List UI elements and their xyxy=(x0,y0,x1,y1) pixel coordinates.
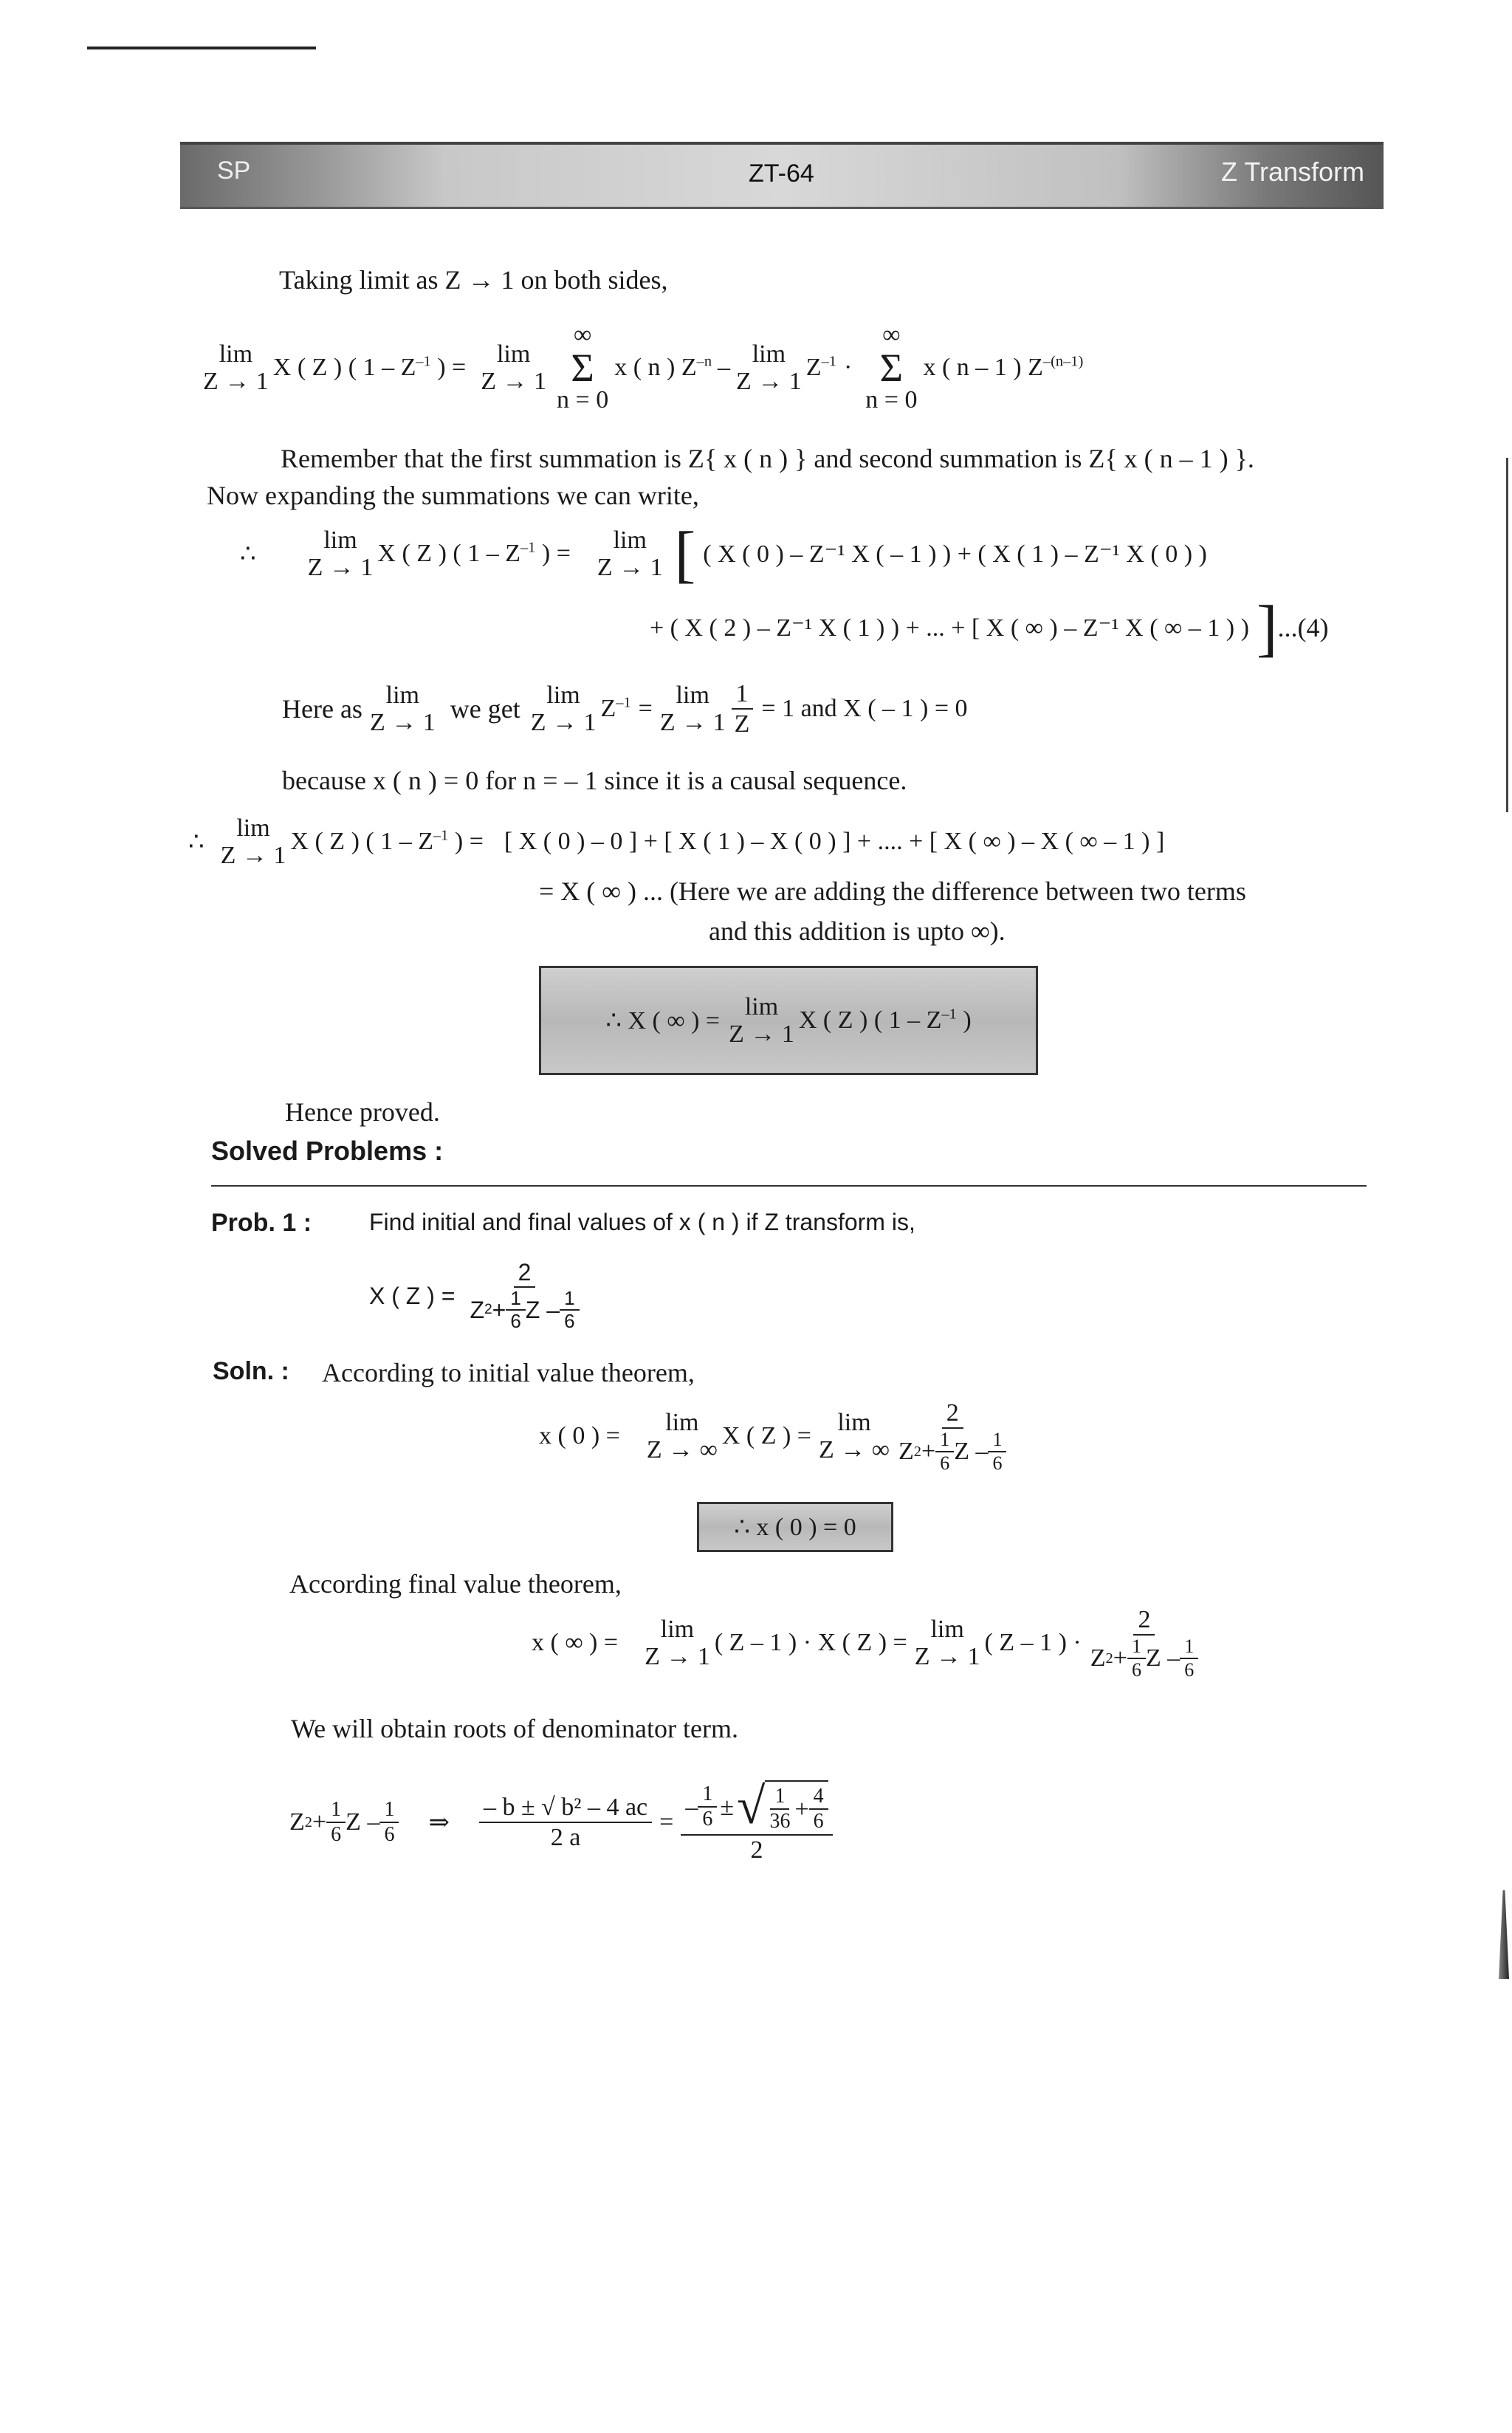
here-lim-3: lim Z → 1 xyxy=(659,681,726,736)
roots-text: We will obtain roots of denominator term. xyxy=(291,1714,738,1743)
eq3-lhs: X ( Z ) ( $1 - Z^{-1}$ ) = xyxy=(290,827,484,855)
implies-arrow: ⇒ xyxy=(428,1809,450,1836)
equation-3: ∴ lim Z → 1 X ( Z ) ( $1 - Z^{-1}$ ) = [ X ( 0 ) – 0 ] + [ X ( 1 ) – X ( 0 ) ] + .... + [ X ( ∞ ) – X ( ∞ – 1 ) ] xyxy=(188,814,1165,869)
running-title: Z Transform xyxy=(1221,157,1365,187)
top-margin-rule xyxy=(87,47,316,49)
page-label: ZT-64 xyxy=(749,159,814,188)
soln-initial-text: According to initial value theorem, xyxy=(322,1358,695,1387)
equation-number-4: ...(4) xyxy=(1277,613,1329,642)
boxed1-rhs: X ( Z ) ( $1 - Z^{-1}$ ) xyxy=(798,1006,972,1034)
iv-lim-2: lim Z → ∞ xyxy=(819,1408,890,1463)
section-divider xyxy=(211,1185,1367,1187)
initial-value-equation: x ( 0 ) = lim Z → ∞ X ( Z ) = lim Z → ∞ 2 Z 2 + $\frac{1}{6}$ Z – $\frac{1}{6}$ xyxy=(539,1388,1011,1484)
final-value-equation: x ( ∞ ) = lim Z → 1 ( Z – 1 ) · X ( Z ) = lim Z → 1 ( Z – 1 ) · 2 Z 2 + $\frac{1}{6}$ Z – $\frac{1}{6}$ xyxy=(532,1595,1203,1691)
quadratic-formula: $\frac{\text{– b ± √ b² – 4 ac}}{2 a}$ xyxy=(479,1793,652,1852)
eq1-term1: x ( n ) $Z^{-n}$ xyxy=(614,353,712,381)
prob-1-label: Prob. 1 : xyxy=(211,1209,312,1237)
scan-edge-mark xyxy=(1506,458,1508,812)
equation-1 xyxy=(203,309,1083,427)
here-z-inv: $Z^{-1}$ xyxy=(600,694,631,722)
eq2-close-bracket: ] xyxy=(1256,592,1278,663)
eq1-minus: – xyxy=(718,354,731,381)
eq2-open-bracket: [ xyxy=(674,518,696,589)
prob-1-fraction: 2 Z 2 + $\frac{1}{6}$ Z – $\frac{1}{6}$ xyxy=(465,1259,583,1334)
boxed1-lim: lim Z → 1 xyxy=(729,992,794,1048)
fv-lim-1: lim Z → 1 xyxy=(645,1615,710,1670)
eq3-result-line-1: = X ( ∞ ) ... (Here we are adding the difference between two terms xyxy=(539,876,1246,906)
roots-equation: Z 2 + $\frac{1}{6}$ Z – $\frac{1}{6}$ ⇒ $\frac{\text{– b ± √ b² – 4 ac}}{2 a}$ = – $\frac{1}{6}$ ± √ $\frac{1}{36}$ + $\frac{4}{6}$ 2 xyxy=(289,1763,833,1881)
eq1-lim-rhs: lim Z → 1 xyxy=(481,340,547,395)
sqrt-symbol: √ xyxy=(737,1778,766,1836)
eq2-row2: + ( X ( 2 ) – Z⁻¹ X ( 1 ) ) + ... + [ X ( ∞ ) – Z⁻¹ X ( ∞ – 1 ) ) xyxy=(650,614,1249,642)
fv-lim-2: lim Z → 1 xyxy=(914,1615,980,1670)
hence-proved: Hence proved. xyxy=(285,1097,440,1127)
fv-fraction: 2 Z 2 + $\frac{1}{6}$ Z – $\frac{1}{6}$ xyxy=(1086,1605,1203,1681)
initial-value-result-box: ∴ x ( 0 ) = 0 xyxy=(697,1502,893,1552)
eq3-rhs: [ X ( 0 ) – 0 ] + [ X ( 1 ) – X ( 0 ) ] + .... + [ X ( ∞ ) – X ( ∞ – 1 ) ] xyxy=(504,828,1165,855)
equation-2-row-2 xyxy=(650,592,1329,663)
iv-fraction: 2 Z 2 + $\frac{1}{6}$ Z – $\frac{1}{6}$ xyxy=(894,1399,1011,1475)
page-header-bar xyxy=(180,142,1384,209)
because-text: because x ( n ) = 0 for n = – 1 since it is a causal sequence. xyxy=(282,766,907,795)
final-value-text: According final value theorem, xyxy=(289,1569,622,1599)
eq1-term2a: $Z^{-1}$ xyxy=(805,353,836,381)
prob-1-text: Find initial and final values of x ( n ) if Z transform is, xyxy=(369,1209,915,1235)
here-lim-2: lim Z → 1 xyxy=(530,681,597,736)
final-value-theorem-box: ∴ X ( ∞ ) = lim Z → 1 X ( Z ) ( $1 - Z^{-1}$ ) xyxy=(539,966,1038,1075)
equation-2-row-1 xyxy=(240,517,1207,591)
eq2-lim-rhs: lim Z → 1 xyxy=(597,526,663,581)
eq2-lhs: X ( Z ) ( $1 - Z^{-1}$ ) = xyxy=(377,539,571,567)
here-line: Here as lim Z → 1 we get lim Z → 1 $Z^{-1}$ = lim Z → 1 $\frac{1}{Z}$ = 1 and X ( – 1 ) = 0 xyxy=(282,679,968,738)
eq1-term2b: x ( n – 1 ) $Z^{-(n-1)}$ xyxy=(923,353,1084,381)
therefore-symbol: ∴ xyxy=(240,541,256,568)
solved-problems-heading: Solved Problems : xyxy=(211,1136,444,1166)
eq1-lim-term2: lim Z → 1 xyxy=(736,340,802,395)
eq1-lim-lhs: lim Z → 1 xyxy=(203,340,269,395)
eq1-sum-1: ∞ Σ n = 0 xyxy=(557,321,609,413)
roots-poly: Z 2 + $\frac{1}{6}$ Z – $\frac{1}{6}$ xyxy=(289,1798,399,1847)
eq2-row1: ( X ( 0 ) – Z⁻¹ X ( – 1 ) ) + ( X ( 1 ) – Z⁻¹ X ( 0 ) ) xyxy=(703,541,1207,568)
iv-lim-1: lim Z → ∞ xyxy=(646,1408,718,1463)
eq3-result-line-2: and this addition is upto ∞). xyxy=(709,916,1006,946)
here-lim-1: lim Z → 1 xyxy=(369,681,436,736)
eq1-dot: · xyxy=(843,354,853,381)
prob-1-xz: X ( Z ) = 2 Z 2 + $\frac{1}{6}$ Z – $\frac{1}{6}$ xyxy=(369,1248,584,1344)
header-left-mark: SP xyxy=(217,157,251,185)
eq1-sum-2: ∞ Σ n = 0 xyxy=(865,321,918,413)
scan-edge-mark-2 xyxy=(1499,1890,1509,1979)
here-one-over-z: $\frac{1}{Z}$ xyxy=(730,679,755,738)
remember-line-1: Remember that the first summation is Z{ x ( n ) } and second summation is Z{ x ( n – 1 ) }. xyxy=(281,444,1254,473)
eq3-lim: lim Z → 1 xyxy=(220,814,286,869)
taking-limit-text: Taking limit as Z → 1 on both sides, xyxy=(279,265,668,295)
eq2-lim-lhs: lim Z → 1 xyxy=(307,526,374,581)
roots-substituted: – $\frac{1}{6}$ ± √ $\frac{1}{36}$ + $\frac{4}{6}$ 2 xyxy=(681,1780,832,1864)
remember-line-2: Now expanding the summations we can write, xyxy=(207,481,699,510)
soln-label: Soln. : xyxy=(213,1357,289,1385)
eq1-lhs: X ( Z ) ( $1 - Z^{-1}$ ) = xyxy=(272,353,467,381)
